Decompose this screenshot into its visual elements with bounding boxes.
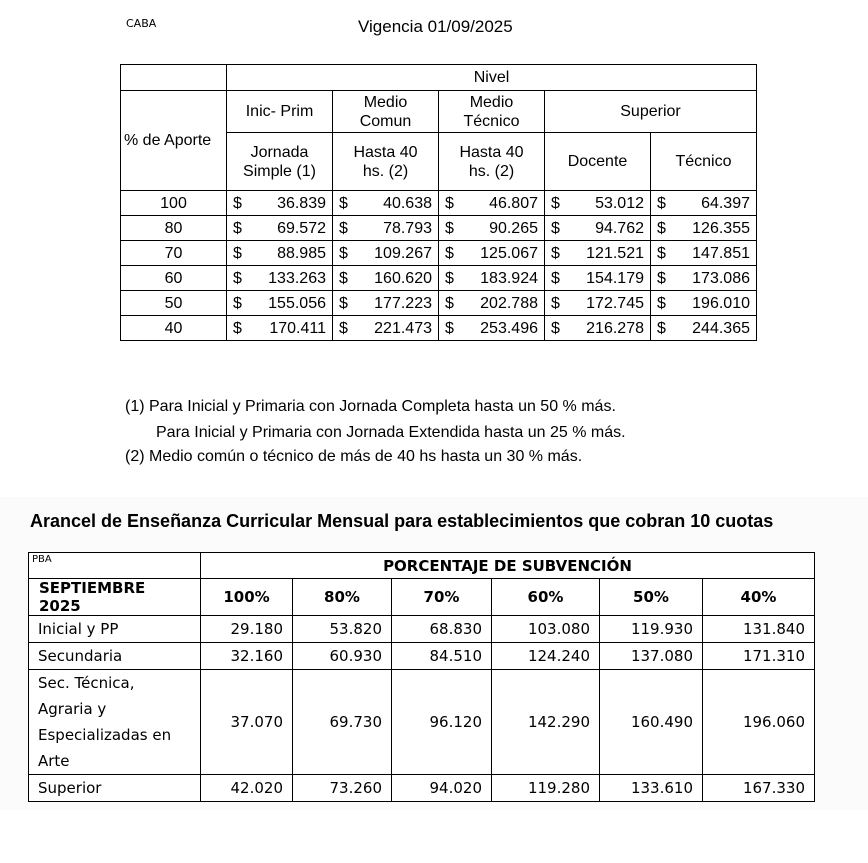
caba-row xyxy=(121,241,757,266)
caba-row xyxy=(121,191,757,216)
aporte-percent: 100 xyxy=(121,191,227,216)
fee-amount: 90.265 xyxy=(489,219,538,237)
fee-amount: 121.521 xyxy=(586,244,644,262)
currency-symbol: $ xyxy=(657,269,666,287)
fee-cell xyxy=(651,266,757,291)
arancel-value: 142.290 xyxy=(492,670,600,775)
fee-amount: 160.620 xyxy=(374,269,432,287)
currency-symbol: $ xyxy=(551,294,560,312)
arancel-value: 68.830 xyxy=(392,616,492,643)
currency-symbol: $ xyxy=(233,294,242,312)
currency-symbol: $ xyxy=(551,269,560,287)
fee-amount: 36.839 xyxy=(277,194,326,212)
currency-symbol: $ xyxy=(445,194,454,212)
arancel-value: 103.080 xyxy=(492,616,600,643)
currency-symbol: $ xyxy=(339,294,348,312)
fee-amount: 172.745 xyxy=(586,294,644,312)
fee-cell xyxy=(333,241,439,266)
fee-amount: 69.572 xyxy=(277,219,326,237)
level-label-line: Arte xyxy=(38,752,70,770)
fee-cell xyxy=(333,291,439,316)
fee-cell xyxy=(333,216,439,241)
arancel-value: 37.070 xyxy=(201,670,293,775)
fee-cell xyxy=(227,216,333,241)
subvencion-column-header: 60% xyxy=(492,579,600,616)
currency-symbol: $ xyxy=(551,319,560,337)
level-label-line: Secundaria xyxy=(38,647,123,665)
level-label-line: Agraria y xyxy=(38,700,107,718)
currency-symbol: $ xyxy=(233,194,242,212)
pba-row xyxy=(29,616,815,643)
caba-fee-table xyxy=(120,64,757,341)
group-header-inic-prim: Inic- Prim xyxy=(227,91,333,133)
fee-cell xyxy=(651,191,757,216)
group-header-line: Comun xyxy=(359,112,412,130)
fee-amount: 154.179 xyxy=(586,269,644,287)
fee-cell xyxy=(545,266,651,291)
subheader-hasta-40-comun xyxy=(333,133,439,191)
fee-amount: 88.985 xyxy=(277,244,326,262)
currency-symbol: $ xyxy=(551,244,560,262)
currency-symbol: $ xyxy=(445,219,454,237)
aporte-percent: 60 xyxy=(121,266,227,291)
subheader-line: hs. (2) xyxy=(362,162,409,180)
fee-amount: 147.851 xyxy=(692,244,750,262)
currency-symbol: $ xyxy=(339,269,348,287)
arancel-value: 131.840 xyxy=(703,616,815,643)
fee-cell xyxy=(227,291,333,316)
fee-cell xyxy=(651,241,757,266)
arancel-value: 119.930 xyxy=(600,616,703,643)
subheader-line: hs. (2) xyxy=(468,162,515,180)
pba-fee-table xyxy=(28,552,815,802)
arancel-value: 160.490 xyxy=(600,670,703,775)
arancel-value: 32.160 xyxy=(201,643,293,670)
caba-corner xyxy=(121,65,227,91)
vigencia-date: Vigencia 01/09/2025 xyxy=(358,17,513,36)
group-header-line: Técnico xyxy=(463,112,520,130)
subheader-line: Hasta 40 xyxy=(353,143,418,161)
subheader-line: Hasta 40 xyxy=(459,143,524,161)
note-2: (2) Medio común o técnico de más de 40 hs hasta un 30 % más. xyxy=(125,448,583,465)
arancel-value: 167.330 xyxy=(703,775,815,802)
currency-symbol: $ xyxy=(445,294,454,312)
pba-row xyxy=(29,643,815,670)
fee-amount: 40.638 xyxy=(383,194,432,212)
subheader-line: Simple (1) xyxy=(243,162,316,180)
fee-cell xyxy=(227,266,333,291)
fee-cell xyxy=(333,316,439,341)
subvencion-column-header: 50% xyxy=(600,579,703,616)
arancel-value: 119.280 xyxy=(492,775,600,802)
level-label-line: Especializadas en xyxy=(38,726,172,744)
arancel-value: 69.730 xyxy=(293,670,392,775)
fee-cell xyxy=(227,191,333,216)
fee-cell xyxy=(227,316,333,341)
currency-symbol: $ xyxy=(657,194,666,212)
region-label-caba: CABA xyxy=(126,17,157,30)
subvencion-column-header: 80% xyxy=(293,579,392,616)
arancel-value: 133.610 xyxy=(600,775,703,802)
currency-symbol: $ xyxy=(445,319,454,337)
fee-amount: 253.496 xyxy=(480,319,538,337)
arancel-value: 53.820 xyxy=(293,616,392,643)
fee-amount: 94.762 xyxy=(595,219,644,237)
fee-cell xyxy=(545,291,651,316)
note-1-extension: Para Inicial y Primaria con Jornada Extendida hasta un 25 % más. xyxy=(156,424,626,441)
fee-cell xyxy=(439,291,545,316)
fee-cell xyxy=(651,316,757,341)
fee-amount: 183.924 xyxy=(480,269,538,287)
fee-cell xyxy=(439,191,545,216)
subvencion-column-header: 100% xyxy=(201,579,293,616)
subvencion-column-header: 40% xyxy=(703,579,815,616)
currency-symbol: $ xyxy=(233,244,242,262)
level-label xyxy=(29,775,201,802)
currency-symbol: $ xyxy=(339,319,348,337)
arancel-value: 94.020 xyxy=(392,775,492,802)
arancel-value: 171.310 xyxy=(703,643,815,670)
fee-cell xyxy=(227,241,333,266)
fee-amount: 125.067 xyxy=(480,244,538,262)
caba-row xyxy=(121,216,757,241)
subheader-tecnico: Técnico xyxy=(651,133,757,191)
pba-row xyxy=(29,670,815,775)
subheader-jornada xyxy=(227,133,333,191)
fee-amount: 244.365 xyxy=(692,319,750,337)
fee-amount: 173.086 xyxy=(692,269,750,287)
group-header-medio-tecnico xyxy=(439,91,545,133)
fee-cell xyxy=(545,316,651,341)
currency-symbol: $ xyxy=(551,219,560,237)
pba-row xyxy=(29,775,815,802)
caba-row xyxy=(121,291,757,316)
fee-cell xyxy=(651,291,757,316)
pba-title: Arancel de Enseñanza Curricular Mensual para establecimientos que cobran 10 cuotas xyxy=(30,511,774,531)
aporte-percent: 80 xyxy=(121,216,227,241)
arancel-value: 124.240 xyxy=(492,643,600,670)
fee-amount: 177.223 xyxy=(374,294,432,312)
fee-cell xyxy=(545,216,651,241)
level-label xyxy=(29,616,201,643)
fee-amount: 64.397 xyxy=(701,194,750,212)
fee-amount: 196.010 xyxy=(692,294,750,312)
level-label-line: Superior xyxy=(38,779,102,797)
currency-symbol: $ xyxy=(657,219,666,237)
fee-cell xyxy=(333,266,439,291)
level-label xyxy=(29,643,201,670)
fee-amount: 202.788 xyxy=(480,294,538,312)
currency-symbol: $ xyxy=(445,244,454,262)
subheader-line: Jornada xyxy=(250,143,309,161)
currency-symbol: $ xyxy=(657,294,666,312)
subheader-hasta-40-tecnico xyxy=(439,133,545,191)
note-1: (1) Para Inicial y Primaria con Jornada Completa hasta un 50 % más. xyxy=(125,398,616,415)
level-label-line: Inicial y PP xyxy=(38,620,119,638)
fee-cell xyxy=(439,266,545,291)
group-header-medio-comun xyxy=(333,91,439,133)
aporte-percent: 50 xyxy=(121,291,227,316)
arancel-value: 137.080 xyxy=(600,643,703,670)
arancel-value: 29.180 xyxy=(201,616,293,643)
level-label xyxy=(29,670,201,775)
aporte-percent: 40 xyxy=(121,316,227,341)
currency-symbol: $ xyxy=(657,319,666,337)
fee-amount: 109.267 xyxy=(374,244,432,262)
aporte-percent: 70 xyxy=(121,241,227,266)
caba-row xyxy=(121,316,757,341)
fee-cell xyxy=(333,191,439,216)
arancel-value: 84.510 xyxy=(392,643,492,670)
fee-cell xyxy=(545,191,651,216)
fee-amount: 53.012 xyxy=(595,194,644,212)
currency-symbol: $ xyxy=(339,194,348,212)
fee-amount: 126.355 xyxy=(692,219,750,237)
fee-cell xyxy=(439,241,545,266)
fee-amount: 216.278 xyxy=(586,319,644,337)
aporte-header: % de Aporte xyxy=(121,91,227,191)
group-header-line: Medio xyxy=(469,93,514,111)
nivel-header: Nivel xyxy=(227,65,757,91)
currency-symbol: $ xyxy=(233,319,242,337)
fee-cell xyxy=(545,241,651,266)
fee-amount: 46.807 xyxy=(489,194,538,212)
currency-symbol: $ xyxy=(339,219,348,237)
porcentaje-header: PORCENTAJE DE SUBVENCIÓN xyxy=(201,553,815,579)
arancel-value: 196.060 xyxy=(703,670,815,775)
fee-amount: 221.473 xyxy=(374,319,432,337)
caba-table-body xyxy=(121,191,757,341)
fee-amount: 170.411 xyxy=(269,319,326,337)
arancel-value: 96.120 xyxy=(392,670,492,775)
arancel-value: 60.930 xyxy=(293,643,392,670)
fee-cell xyxy=(439,316,545,341)
currency-symbol: $ xyxy=(233,219,242,237)
subheader-docente: Docente xyxy=(545,133,651,191)
currency-symbol: $ xyxy=(551,194,560,212)
arancel-value: 73.260 xyxy=(293,775,392,802)
group-header-line: Medio xyxy=(363,93,408,111)
fee-amount: 155.056 xyxy=(268,294,326,312)
currency-symbol: $ xyxy=(339,244,348,262)
fee-amount: 78.793 xyxy=(383,219,432,237)
pba-column-header-row xyxy=(29,579,815,616)
pba-table-body xyxy=(29,616,815,802)
superior-header: Superior xyxy=(545,91,757,133)
period-label: SEPTIEMBRE 2025 xyxy=(29,579,201,616)
caba-row xyxy=(121,266,757,291)
subvencion-column-header: 70% xyxy=(392,579,492,616)
arancel-value: 42.020 xyxy=(201,775,293,802)
currency-symbol: $ xyxy=(657,244,666,262)
currency-symbol: $ xyxy=(233,269,242,287)
currency-symbol: $ xyxy=(445,269,454,287)
fee-cell xyxy=(651,216,757,241)
pba-corner-label: PBA xyxy=(29,553,201,579)
fee-cell xyxy=(439,216,545,241)
fee-amount: 133.263 xyxy=(268,269,326,287)
level-label-line: Sec. Técnica, xyxy=(38,674,135,692)
